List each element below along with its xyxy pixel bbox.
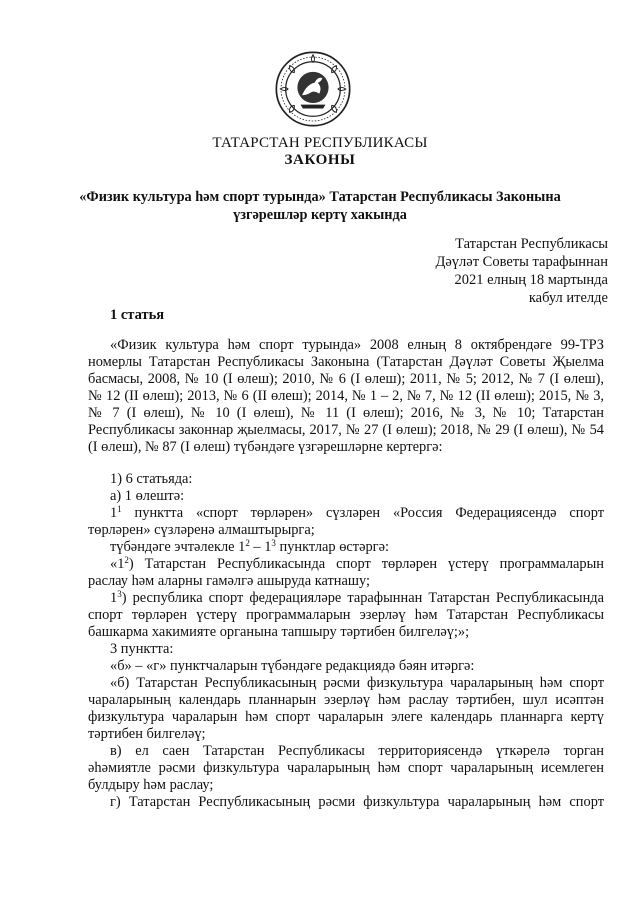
law-title-line-1: «Физик культура һәм спорт турында» Татарстан Республикасы Законына <box>79 189 561 205</box>
point-1-2: «$1^2$) Татарстан Республикасында спорт төрләрен үстерү программаларын <box>110 555 604 572</box>
subpoint-b-cont: тәртибен билгеләү; <box>88 726 206 742</box>
adoption-line-4: кабул ителде <box>528 290 608 306</box>
point-1-1: $1^1$ пунктта «спорт төрләрен» сүзләрен «Россия Федерациясендә спорт <box>110 504 604 521</box>
republic-heading: ТАТАРСТАН РЕСПУБЛИКАСЫ <box>212 135 428 151</box>
paragraph-line: Республикасы законнар җыелмасы, 2017, № 27 (I өлеш); 2018, № 29 (I өлеш), № 54 <box>88 422 604 438</box>
point-3: 3 пунктта: <box>110 641 174 657</box>
paragraph-line: № 12 (II өлеш); 2013, № 6 (II өлеш); 2014, № 1 – 2, № 7, № 12 (II өлеш); 2015, № 3, <box>88 388 604 404</box>
adoption-line-1: Татарстан Республикасы <box>455 236 608 252</box>
law-title-line-2: үзгәрешләр кертү хакында <box>233 207 407 223</box>
article-heading: 1 статья <box>110 307 165 323</box>
point-3-intro: «б» – «г» пунктчаларын түбәндәге редакциядә бәян итәргә: <box>110 658 475 674</box>
point-1-3-cont: спорт төрләрен үстерү программаларын эзерләү һәм Татарстан Республикасы <box>88 607 604 623</box>
paragraph-line: (I өлеш), № 87 (I өлеш) түбәндәге үзгәрешләрне кертергә: <box>88 439 443 455</box>
law-heading: ЗАКОНЫ <box>284 152 356 168</box>
point-1-3-cont: башкарма хакимияте органына тапшыру тәртибен билгеләү;»; <box>88 624 470 640</box>
subpoint-b-cont: чараларының календарь планнарын эзерләү һәм раслау тәртибен, шул исәптән <box>88 692 604 708</box>
paragraph-line: номерлы Татарстан Республикасы Законына (Татарстан Дәүләт Советы Җыелма <box>88 354 604 370</box>
point-1-1-cont: төрләрен» сүзләренә алмаштырырга; <box>88 522 315 538</box>
paragraph-line: № 7 (I өлеш), № 10 (I өлеш), № 11 (I өлеш); 2016, № 3, № 10; Татарстан <box>88 405 604 421</box>
subpoint-v-cont: булдыру һәм раслау; <box>88 777 214 793</box>
item-1: 1) 6 статьяда: <box>110 471 193 487</box>
point-1-2-cont: раслау һәм аларны гамәлгә ашыруда катнашу; <box>88 573 370 589</box>
add-points-line: түбәндәге эчтәлекле $1^2 - 1^3$ пунктлар өстәргә: <box>110 538 389 555</box>
subpoint-v-cont: әһәмиятле рәсми физкультура чараларының һәм спорт чараларының исемлеген <box>88 760 604 776</box>
point-1-3: $1^3$) республика спорт федерацияләре тарафыннан Татарстан Республикасында <box>110 589 604 606</box>
adoption-line-3: 2021 елның 18 мартында <box>454 272 608 288</box>
subpoint-g: г) Татарстан Республикасының рәсми физкультура чараларының һәм спорт <box>110 794 604 810</box>
subpoint-b-cont: физкультура чараларын һәм спорт чараларын элеге календарь планнарга кертү <box>88 709 604 725</box>
paragraph-line: басмасы, 2008, № 10 (I өлеш); 2010, № 6 (I өлеш); 2011, № 5; 2012, № 7 (I өлеш), <box>88 371 604 387</box>
adoption-line-2: Дәүләт Советы тарафыннан <box>435 254 608 270</box>
subpoint-v: в) ел саен Татарстан Республикасы территориясендә үткәрелә торган <box>110 743 604 759</box>
subpoint-b: «б) Татарстан Республикасының рәсми физкультура чараларының һәм спорт <box>110 675 604 691</box>
tatarstan-emblem-icon <box>274 50 352 128</box>
subitem-a: а) 1 өлештә: <box>110 488 185 504</box>
paragraph-line: «Физик культура һәм спорт турында» 2008 елның 8 октябрендәге 99-ТРЗ <box>110 337 604 353</box>
